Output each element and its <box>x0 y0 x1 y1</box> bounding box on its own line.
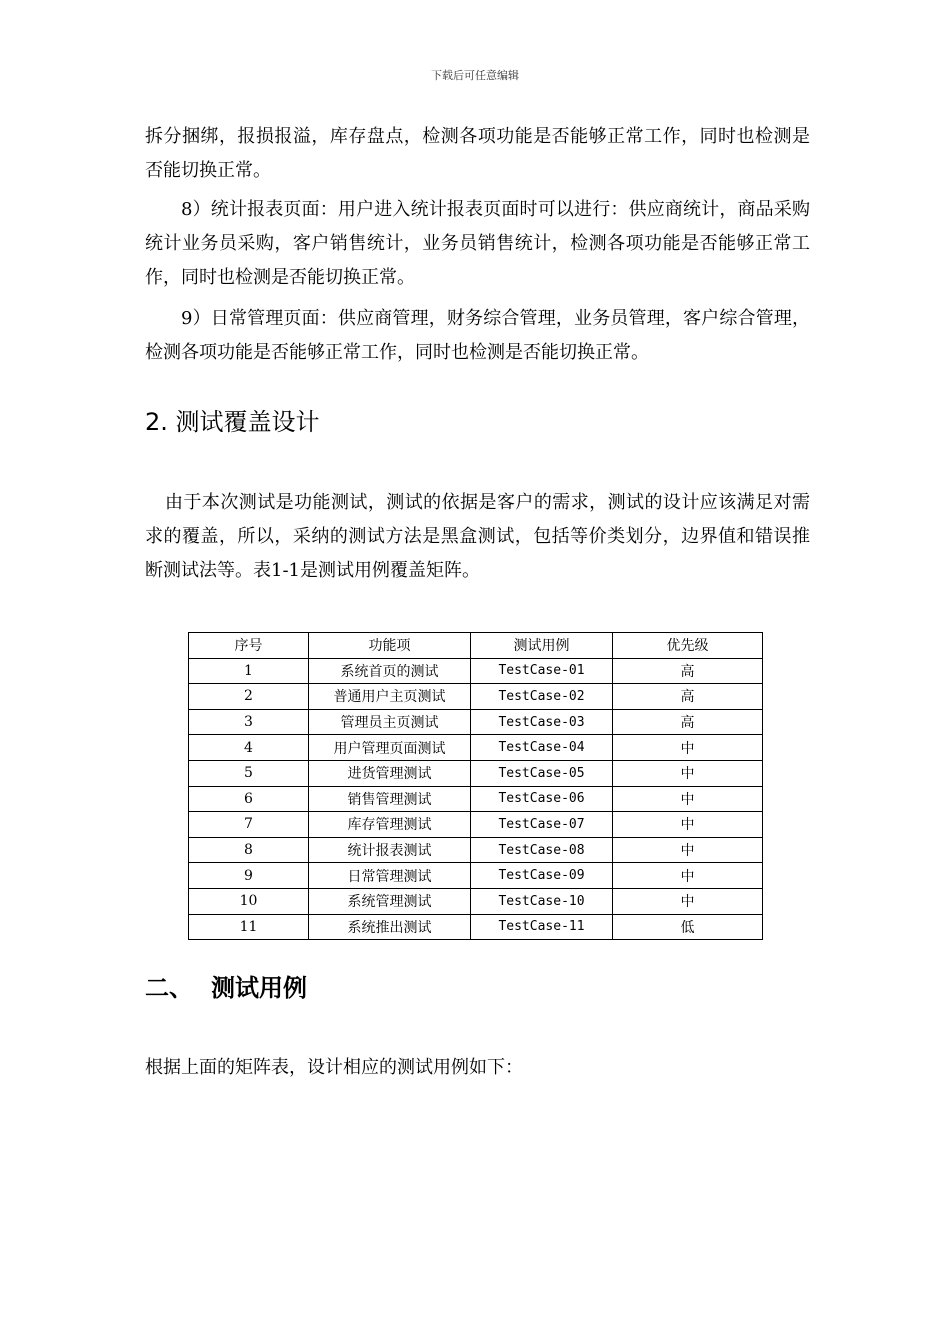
cell-priority: 中 <box>613 863 763 889</box>
cell-priority: 中 <box>613 837 763 863</box>
chapter-heading-test-cases <box>145 970 307 1006</box>
cell-feature: 系统首页的测试 <box>309 658 471 684</box>
paragraph-statistics-report-page: 8）统计报表页面：用户进入统计报表页面时可以进行：供应商统计，商品采购统计业务员采购，客户销售统计，业务员销售统计，检测各项功能是否能够正常工作，同时也检测是否能切换正常。 <box>145 199 810 288</box>
cell-test-case: TestCase-06 <box>471 786 613 812</box>
cell-index: 9 <box>189 863 309 889</box>
paragraph-daily-management-page: 9）日常管理页面：供应商管理，财务综合管理，业务员管理，客户综合管理，检测各项功能是否能够正常工作，同时也检测是否能切换正常。 <box>145 308 810 363</box>
cell-test-case: TestCase-08 <box>471 837 613 863</box>
cell-test-case: TestCase-01 <box>471 658 613 684</box>
cell-test-case: TestCase-05 <box>471 760 613 786</box>
paragraph-test-case-intro: 根据上面的矩阵表，设计相应的测试用例如下： <box>145 1057 523 1078</box>
cell-feature: 日常管理测试 <box>309 863 471 889</box>
cell-priority: 中 <box>613 786 763 812</box>
cell-test-case: TestCase-04 <box>471 735 613 761</box>
page-header: 下载后可任意编辑 <box>431 69 519 82</box>
cell-index: 4 <box>189 735 309 761</box>
table-row <box>189 888 763 914</box>
table-header-row <box>189 633 763 659</box>
section-heading-coverage-design: 2. 测试覆盖设计 <box>145 408 320 436</box>
chapter-title: 测试用例 <box>211 974 307 1002</box>
cell-feature: 系统管理测试 <box>309 888 471 914</box>
coverage-matrix-table <box>188 632 763 940</box>
table-row <box>189 760 763 786</box>
cell-priority: 高 <box>613 658 763 684</box>
table-row <box>189 658 763 684</box>
cell-priority: 低 <box>613 914 763 940</box>
cell-test-case: TestCase-10 <box>471 888 613 914</box>
cell-index: 5 <box>189 760 309 786</box>
cell-index: 3 <box>189 709 309 735</box>
cell-feature: 进货管理测试 <box>309 760 471 786</box>
table-row <box>189 914 763 940</box>
chapter-number: 二、 <box>145 974 193 1002</box>
cell-feature: 系统推出测试 <box>309 914 471 940</box>
cell-index: 2 <box>189 684 309 710</box>
cell-index: 1 <box>189 658 309 684</box>
column-header-priority: 优先级 <box>613 633 763 659</box>
table-row <box>189 735 763 761</box>
cell-feature: 管理员主页测试 <box>309 709 471 735</box>
cell-feature: 统计报表测试 <box>309 837 471 863</box>
cell-priority: 中 <box>613 888 763 914</box>
table-row <box>189 786 763 812</box>
cell-index: 10 <box>189 888 309 914</box>
paragraph-coverage-description: 由于本次测试是功能测试，测试的依据是客户的需求，测试的设计应该满足对需求的覆盖，所以，采纳的测试方法是黑盒测试，包括等价类划分，边界值和错误推断测试法等。表1-1是测试用例覆盖矩阵。 <box>145 492 810 581</box>
table-row <box>189 863 763 889</box>
table-row <box>189 812 763 838</box>
table-row <box>189 837 763 863</box>
paragraph-inventory-test: 拆分捆绑，报损报溢，库存盘点，检测各项功能是否能够正常工作，同时也检测是否能切换正常。 <box>145 126 810 181</box>
cell-test-case: TestCase-11 <box>471 914 613 940</box>
table-row <box>189 709 763 735</box>
column-header-index: 序号 <box>189 633 309 659</box>
cell-feature: 销售管理测试 <box>309 786 471 812</box>
column-header-feature: 功能项 <box>309 633 471 659</box>
cell-test-case: TestCase-03 <box>471 709 613 735</box>
cell-index: 11 <box>189 914 309 940</box>
cell-priority: 高 <box>613 684 763 710</box>
cell-priority: 高 <box>613 709 763 735</box>
column-header-test-case: 测试用例 <box>471 633 613 659</box>
cell-priority: 中 <box>613 812 763 838</box>
cell-test-case: TestCase-02 <box>471 684 613 710</box>
cell-feature: 普通用户主页测试 <box>309 684 471 710</box>
cell-test-case: TestCase-09 <box>471 863 613 889</box>
coverage-matrix-table-wrapper <box>188 632 763 940</box>
table-row <box>189 684 763 710</box>
cell-feature: 用户管理页面测试 <box>309 735 471 761</box>
cell-index: 8 <box>189 837 309 863</box>
cell-priority: 中 <box>613 760 763 786</box>
cell-priority: 中 <box>613 735 763 761</box>
cell-feature: 库存管理测试 <box>309 812 471 838</box>
cell-test-case: TestCase-07 <box>471 812 613 838</box>
cell-index: 7 <box>189 812 309 838</box>
cell-index: 6 <box>189 786 309 812</box>
